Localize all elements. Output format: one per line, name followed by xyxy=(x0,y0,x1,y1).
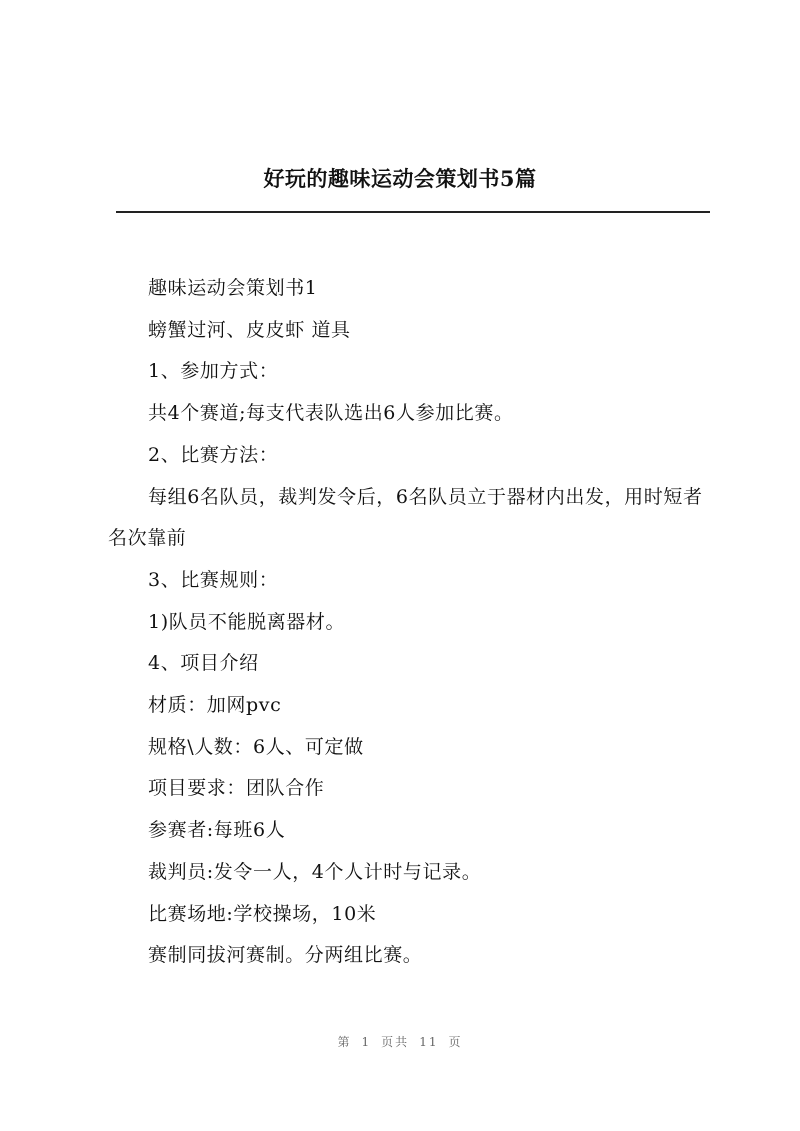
paragraph: 4、项目介绍 xyxy=(148,652,259,675)
paragraph: 材质：加网pvc xyxy=(148,694,282,717)
paragraph: 共4个赛道;每支代表队选出6人参加比赛。 xyxy=(148,402,514,425)
page-label-suffix: 页 xyxy=(448,1035,463,1049)
page-label-middle: 页共 xyxy=(381,1035,410,1049)
document-title: 好玩的趣味运动会策划书5篇 xyxy=(263,166,537,191)
page-footer xyxy=(0,1033,800,1050)
paragraph: 1)队员不能脱离器材。 xyxy=(148,610,346,633)
paragraph: 3、比赛规则： xyxy=(148,568,279,591)
paragraph: 参赛者:每班6人 xyxy=(148,819,286,842)
paragraph: 规格\人数：6人、可定做 xyxy=(148,735,364,758)
document-body xyxy=(108,268,708,977)
paragraph: 裁判员:发令一人，4个人计时与记录。 xyxy=(148,860,482,883)
paragraph: 1、参加方式： xyxy=(148,360,279,383)
paragraph: 项目要求：团队合作 xyxy=(148,777,325,800)
paragraph: 螃蟹过河、皮皮虾 道具 xyxy=(148,318,351,341)
title-divider xyxy=(116,211,710,213)
paragraph: 2、比赛方法： xyxy=(148,443,279,466)
paragraph: 趣味运动会策划书1 xyxy=(148,277,318,299)
current-page-number: 1 xyxy=(361,1035,372,1049)
page-label-prefix: 第 xyxy=(337,1035,352,1049)
total-pages-number: 11 xyxy=(419,1035,439,1049)
paragraph: 赛制同拔河赛制。分两组比赛。 xyxy=(148,944,423,967)
paragraph: 每组6名队员，裁判发令后，6名队员立于器材内出发，用时短者名次靠前 xyxy=(108,485,703,550)
paragraph: 比赛场地:学校操场，10米 xyxy=(148,902,377,925)
